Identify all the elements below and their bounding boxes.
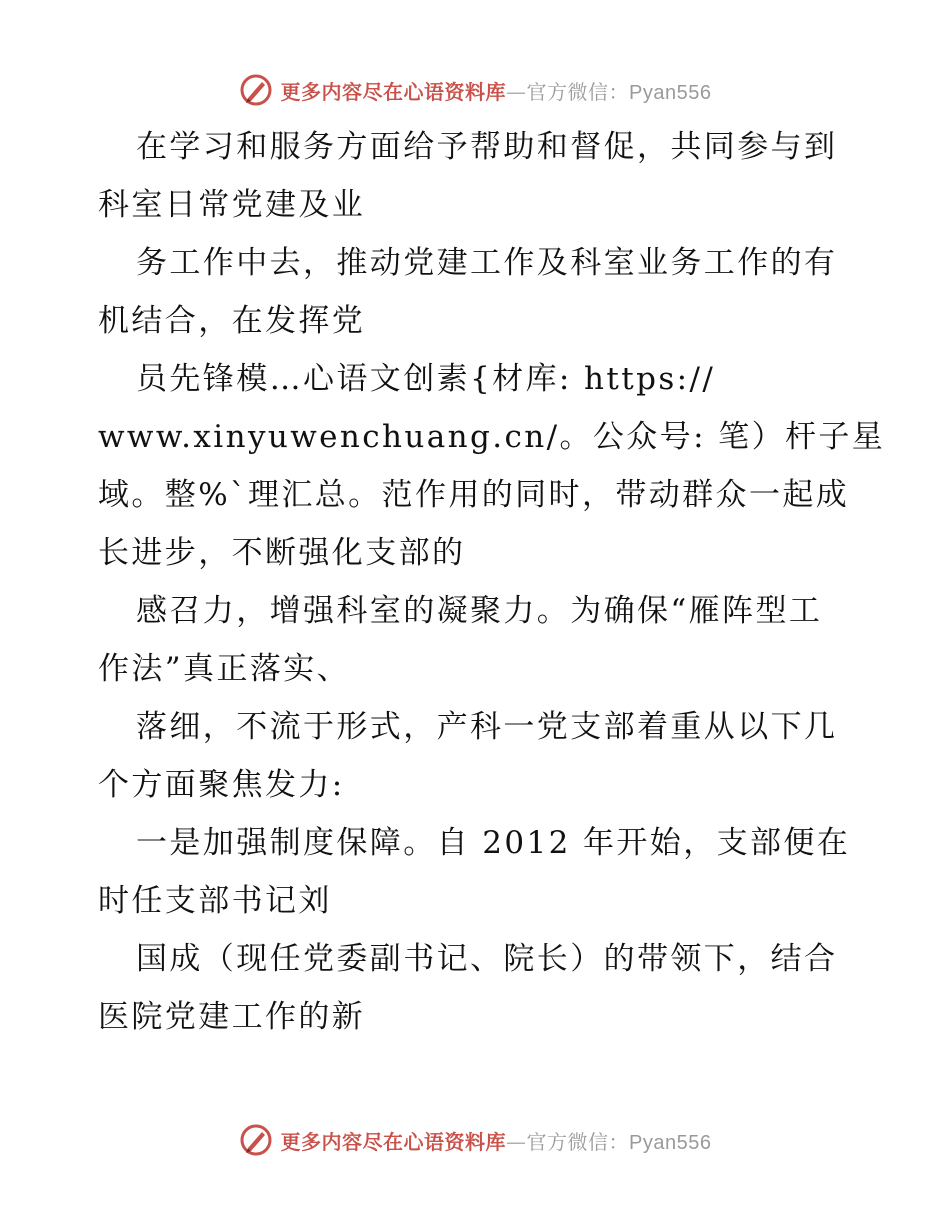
text-line: 员先锋模…心语文创素{材库: https://	[136, 361, 716, 397]
text-line: 医院党建工作的新	[98, 999, 366, 1035]
watermark-brand: 更多内容尽在心语资料库	[280, 79, 507, 104]
pen-seal-icon	[239, 73, 273, 107]
text-line: 域。整%`理汇总。范作用的同时，带动群众一起成	[98, 477, 850, 513]
watermark-official: 官方微信：	[526, 1129, 630, 1154]
pen-seal-icon	[239, 1123, 273, 1157]
paragraph	[98, 118, 886, 1046]
text-line: 个方面聚焦发力:	[98, 767, 345, 803]
watermark-id: Pyan556	[629, 81, 712, 104]
watermark-dash: —	[506, 79, 527, 104]
text-line: 科室日常党建及业	[98, 187, 366, 223]
watermark-official: 官方微信：	[526, 79, 630, 104]
text-line: 作法”真正落实、	[98, 651, 351, 687]
watermark-dash: —	[506, 1129, 527, 1154]
document-body	[98, 118, 886, 1046]
text-line: 时任支部书记刘	[98, 883, 332, 919]
watermark-line	[281, 1126, 712, 1155]
header-watermark	[0, 70, 950, 110]
text-line: 一是加强制度保障。自 2012 年开始，支部便在	[136, 825, 851, 861]
text-line: 感召力，增强科室的凝聚力。为确保“雁阵型工	[136, 593, 823, 629]
text-line: 长进步，不断强化支部的	[98, 535, 466, 571]
text-line: www.xinyuwenchuang.cn/。公众号: 笔）杆子星	[98, 419, 886, 455]
text-line: 国成（现任党委副书记、院长）的带领下，结合	[136, 941, 838, 977]
watermark-id: Pyan556	[629, 1131, 712, 1154]
watermark-brand: 更多内容尽在心语资料库	[280, 1129, 507, 1154]
text-line: 机结合，在发挥党	[98, 303, 366, 339]
footer-watermark	[0, 1120, 950, 1160]
text-line: 在学习和服务方面给予帮助和督促，共同参与到	[136, 129, 838, 165]
watermark-line	[281, 76, 712, 105]
text-line: 落细，不流于形式，产科一党支部着重从以下几	[136, 709, 838, 745]
text-line: 务工作中去，推动党建工作及科室业务工作的有	[136, 245, 838, 281]
